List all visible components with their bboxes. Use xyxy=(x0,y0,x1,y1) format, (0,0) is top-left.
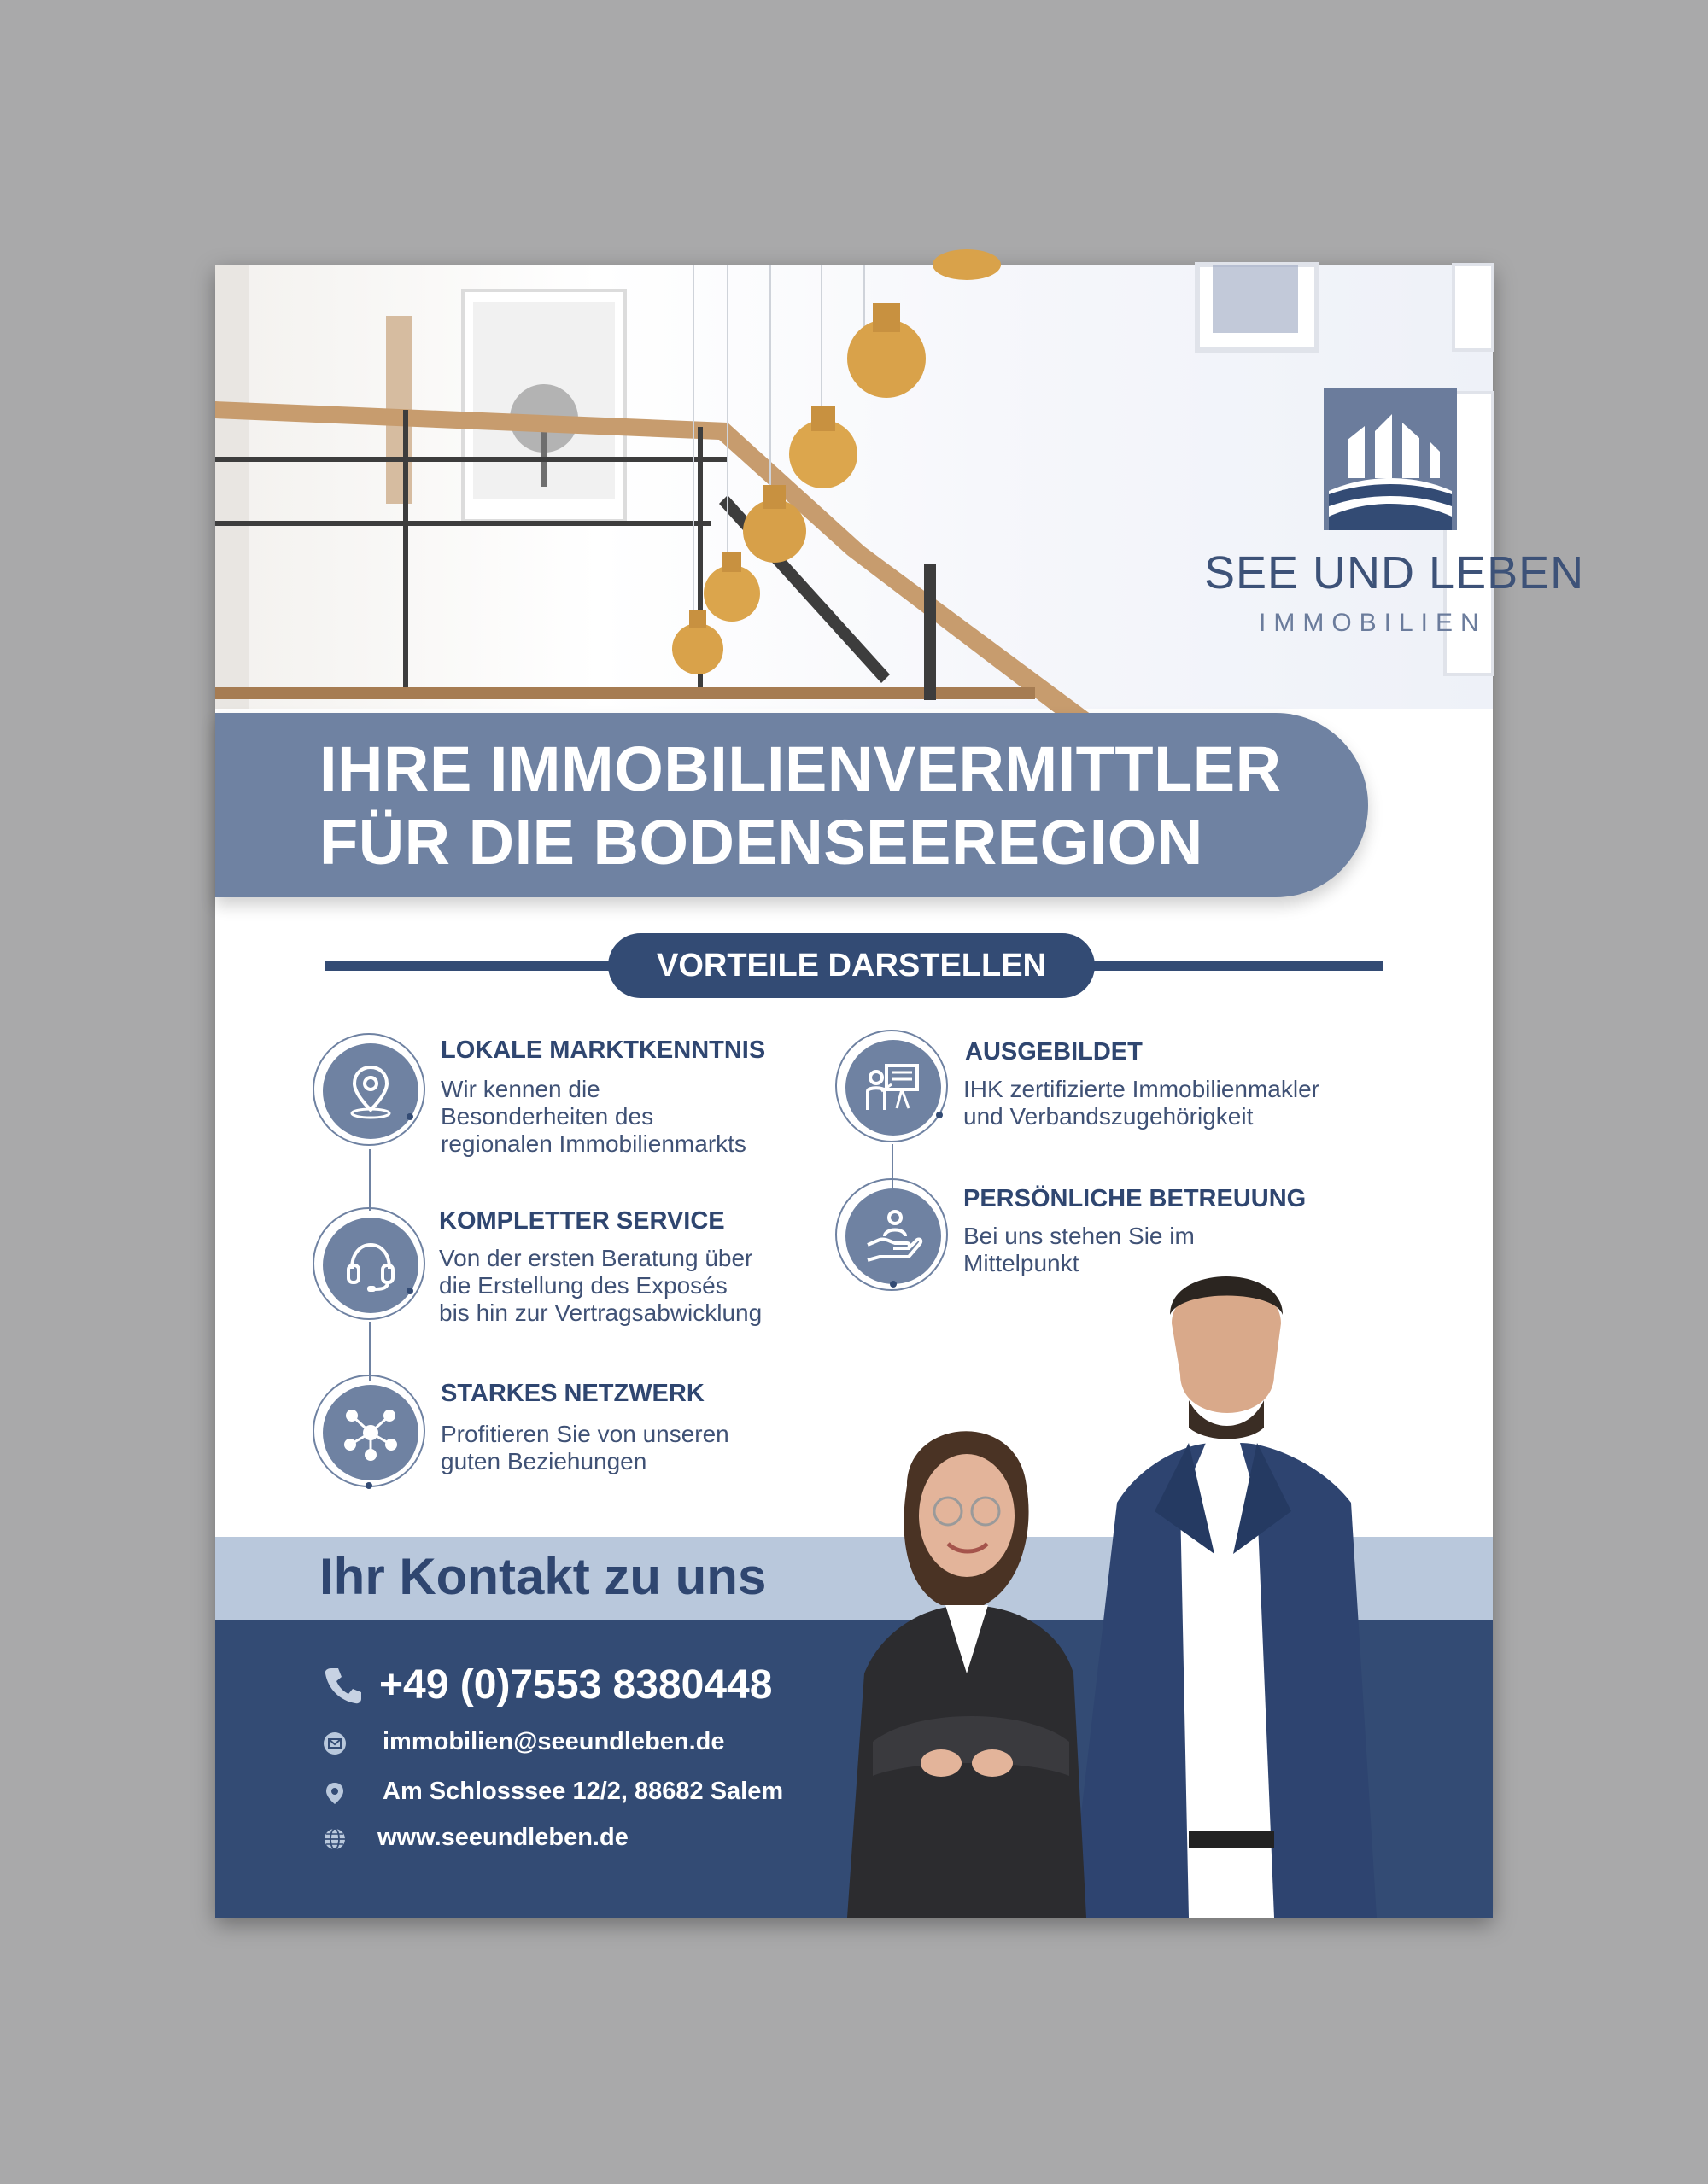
feature-ring xyxy=(313,1375,425,1487)
brand-name: SEE UND LEBEN xyxy=(1204,547,1585,599)
contact-website[interactable]: www.seeundleben.de xyxy=(377,1824,629,1851)
brand-logo xyxy=(984,388,1585,645)
feature-ring xyxy=(313,1207,425,1320)
contact-title: Ihr Kontakt zu uns xyxy=(319,1548,767,1605)
section-title: VORTEILE DARSTELLEN xyxy=(656,948,1047,984)
feature-title: LOKALE MARKTKENNTNIS xyxy=(441,1037,766,1064)
feature-description: IHK zertifizierte Immobilienmakler und Verbandszugehörigkeit xyxy=(963,1076,1319,1130)
feature-description: Profitieren Sie von unseren guten Beziehungen xyxy=(441,1421,729,1474)
contact-email[interactable]: immobilien@seeundleben.de xyxy=(383,1728,725,1755)
globe-icon xyxy=(323,1827,347,1855)
feature-ring xyxy=(835,1030,948,1142)
connector-line xyxy=(369,1322,371,1381)
feature-title: PERSÖNLICHE BETREUUNG xyxy=(963,1185,1307,1212)
phone-icon xyxy=(323,1665,364,1710)
feature-ring xyxy=(313,1033,425,1146)
hero-photo xyxy=(215,265,1585,709)
location-pin-icon xyxy=(323,1043,418,1139)
connector-line xyxy=(369,1149,371,1211)
presentation-icon xyxy=(845,1040,941,1136)
feature-description: Wir kennen die Besonderheiten des regionalen Immobilienmarkts xyxy=(441,1076,746,1157)
feature-description: Bei uns stehen Sie im Mittelpunkt xyxy=(963,1223,1195,1276)
contact-address: Am Schlosssee 12/2, 88682 Salem xyxy=(383,1778,784,1805)
brand-subtitle: IMMOBILIEN xyxy=(1259,609,1487,637)
feature-dot xyxy=(366,1482,372,1489)
location-icon xyxy=(323,1781,347,1809)
feature-dot xyxy=(936,1112,943,1118)
feature-description: Von der ersten Beratung über die Erstellung des Exposés bis hin zur Vertragsabwicklung xyxy=(439,1245,763,1326)
flyer xyxy=(215,265,1585,1918)
network-icon xyxy=(323,1385,418,1480)
team-photo xyxy=(813,1229,1493,1918)
headline-line-2: FÜR DIE BODENSEEREGION xyxy=(319,807,1203,878)
feature-title: KOMPLETTER SERVICE xyxy=(439,1207,725,1235)
email-icon xyxy=(323,1731,347,1760)
feature-title: STARKES NETZWERK xyxy=(441,1380,705,1407)
logo-icon xyxy=(1324,388,1457,530)
contact-phone[interactable]: +49 (0)7553 8380448 xyxy=(379,1662,773,1708)
feature-dot xyxy=(407,1288,413,1294)
headset-icon xyxy=(323,1218,418,1313)
headline-line-1: IHRE IMMOBILIENVERMITTLER xyxy=(319,733,1282,804)
headline xyxy=(319,733,1344,879)
feature-title: AUSGEBILDET xyxy=(965,1038,1143,1066)
feature-dot xyxy=(407,1113,413,1120)
